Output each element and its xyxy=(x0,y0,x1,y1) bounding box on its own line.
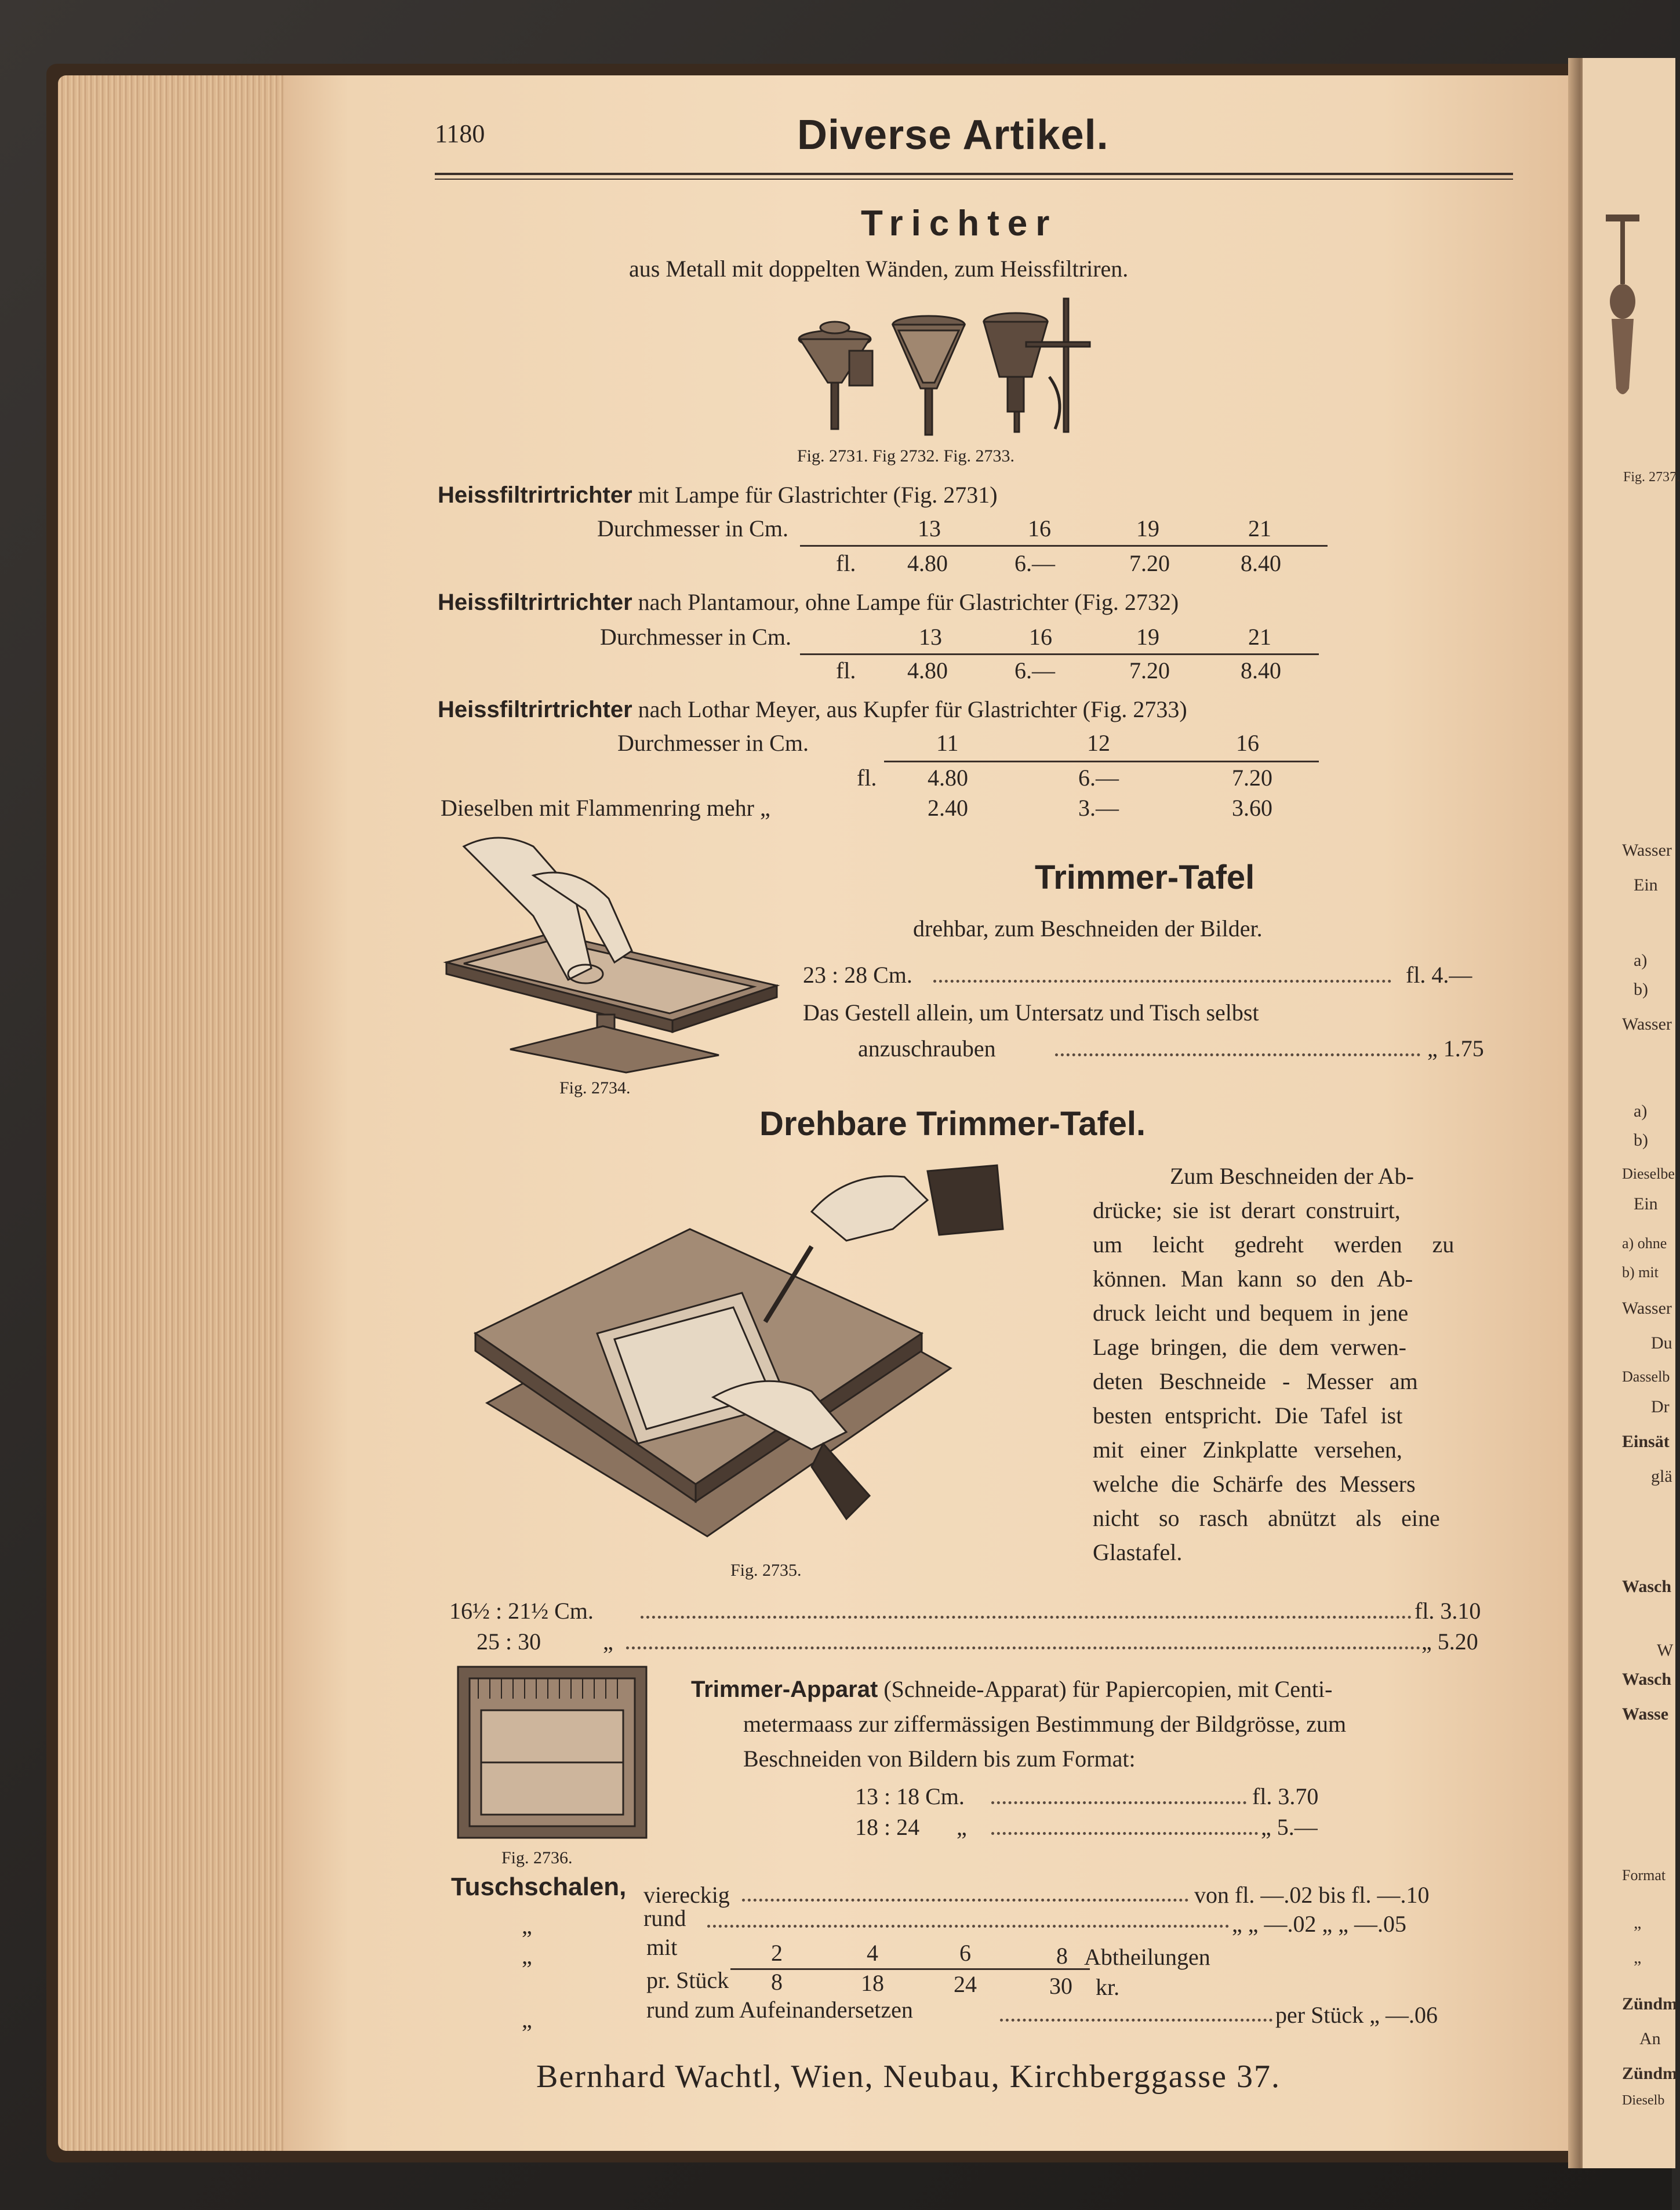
trimmer-tafel-illustration xyxy=(441,829,788,1073)
right-fragment: W xyxy=(1657,1641,1674,1660)
trimmer-tafel-subtitle: drehbar, zum Beschneiden der Bilder. xyxy=(913,915,1263,942)
item1-size: 19 xyxy=(1136,515,1159,541)
item2-desc: nach Plantamour, ohne Lampe für Glastrichter (Fig. 2732) xyxy=(638,589,1179,615)
fig-2737-caption: Fig. 2737. xyxy=(1623,470,1680,485)
item2-name: Heissfiltrirtrichter xyxy=(438,590,632,615)
tusch-compartment-price: 18 xyxy=(861,1970,884,1996)
leader-dots xyxy=(626,1646,1420,1649)
page-title: Diverse Artikel. xyxy=(797,112,1109,158)
right-fragment: b) xyxy=(1634,980,1648,999)
right-fragment: Zündm xyxy=(1622,2064,1678,2083)
right-fragment: a) xyxy=(1634,951,1648,970)
right-fragment: Wasser xyxy=(1622,841,1672,860)
item2-rule xyxy=(800,653,1319,655)
drehbare-desc-line: mit einer Zinkplatte versehen, xyxy=(1093,1437,1402,1463)
leader-dots xyxy=(742,1899,1188,1902)
item1-rule xyxy=(800,545,1328,547)
trimmer-tafel-title: Trimmer-Tafel xyxy=(1035,859,1255,896)
item1-name: Heissfiltrirtrichter xyxy=(438,482,632,508)
item1-row-label: Durchmesser in Cm. xyxy=(597,515,788,541)
leader-dots xyxy=(933,980,1391,983)
tusch-row4-label: rund zum Aufeinandersetzen xyxy=(646,1997,913,2023)
item3-size: 11 xyxy=(936,730,959,756)
leader-dots xyxy=(1055,1053,1420,1056)
item3-price: 6.— xyxy=(1078,765,1119,791)
trichter-figure-caption: Fig. 2731. Fig 2732. Fig. 2733. xyxy=(797,446,1015,466)
right-fragment: Wasch xyxy=(1622,1577,1672,1596)
item3-size: 16 xyxy=(1236,730,1259,756)
item3-price-label: fl. xyxy=(857,765,877,791)
right-fragment: Wasch xyxy=(1622,1670,1672,1689)
right-fragment: Dasselb xyxy=(1622,1368,1670,1385)
drehbare-desc-line: welche die Schärfe des Messers xyxy=(1093,1471,1416,1497)
leader-dots xyxy=(991,1801,1246,1804)
drehbare-title: Drehbare Trimmer-Tafel. xyxy=(759,1105,1146,1143)
item3-price: 4.80 xyxy=(928,765,968,791)
right-fragment: Wasser xyxy=(1622,1015,1672,1034)
item3-row-label: Durchmesser in Cm. xyxy=(617,730,809,756)
funnel-illustrations xyxy=(794,296,1119,441)
item2-line xyxy=(438,588,1179,616)
footer-imprint: Bernhard Wachtl, Wien, Neubau, Kirchberggasse 37. xyxy=(536,2059,1281,2095)
trichter-subtitle: aus Metall mit doppelten Wänden, zum Heissfiltriren. xyxy=(629,256,1129,282)
right-fragment: b) mit xyxy=(1622,1264,1659,1281)
tusch-row4-price: per Stück „ —.06 xyxy=(1275,2002,1438,2028)
drehbare-desc-line: Lage bringen, die dem verwen- xyxy=(1093,1334,1406,1360)
item1-price-label: fl. xyxy=(836,550,856,576)
apparat-name: Trimmer-Apparat xyxy=(691,1677,878,1702)
tusch-row2-label: rund xyxy=(643,1905,686,1931)
drehbare-desc-line: können. Man kann so den Ab- xyxy=(1093,1266,1413,1292)
item3-size: 12 xyxy=(1087,730,1110,756)
tuschschalen-name: Tuschschalen, xyxy=(451,1873,627,1901)
drehbare-illustration xyxy=(441,1159,1061,1536)
right-fragment: Format xyxy=(1622,1867,1666,1884)
drehbare-desc-line: besten entspricht. Die Tafel ist xyxy=(1093,1402,1403,1428)
drehbare-desc-line: druck leicht und bequem in jene xyxy=(1093,1300,1409,1326)
tusch-row3-mark: „ xyxy=(522,1943,532,1969)
tusch-compartment: 2 xyxy=(771,1940,783,1966)
tusch-compartment-price: 8 xyxy=(771,1969,783,1995)
right-fragment: An xyxy=(1639,2029,1661,2048)
leader-dots xyxy=(641,1616,1412,1619)
drehbare-desc-line: Zum Beschneiden der Ab- xyxy=(1170,1163,1414,1189)
tusch-row3-label: mit xyxy=(646,1934,678,1960)
drehbare-desc-line: Glastafel. xyxy=(1093,1539,1183,1565)
right-fragment: Zündm xyxy=(1622,1994,1678,2013)
apparat-row1-price: fl. 3.70 xyxy=(1252,1783,1319,1809)
item3-extra-price: 3.— xyxy=(1078,795,1119,821)
item1-price: 8.40 xyxy=(1241,550,1281,576)
apparat-row2-mark: „ xyxy=(957,1814,967,1840)
tusch-row2-mark: „ xyxy=(522,1913,532,1939)
tusch-price-label: pr. Stück xyxy=(646,1967,729,1993)
drehbare-size2: 25 : 30 xyxy=(477,1629,541,1655)
drehbare-desc-line: nicht so rasch abnützt als eine xyxy=(1093,1505,1440,1531)
item1-size: 16 xyxy=(1028,515,1051,541)
tusch-compartment: 6 xyxy=(959,1940,971,1966)
item2-size: 13 xyxy=(919,624,942,650)
item3-rule xyxy=(884,761,1319,762)
item3-desc: nach Lothar Meyer, aus Kupfer für Glastrichter (Fig. 2733) xyxy=(638,696,1187,722)
tusch-row4-mark: „ xyxy=(522,2007,532,2033)
apparat-desc: (Schneide-Apparat) für Papiercopien, mit Centi- xyxy=(883,1676,1333,1702)
trimmer-tafel-line1-label: 23 : 28 Cm. xyxy=(803,962,912,988)
adjacent-page xyxy=(1583,58,1680,2168)
item1-line xyxy=(438,481,998,508)
item2-row-label: Durchmesser in Cm. xyxy=(600,624,791,650)
leader-dots xyxy=(1000,2019,1272,2022)
drehbare-desc-line: deten Beschneide - Messer am xyxy=(1093,1368,1418,1394)
item1-size: 13 xyxy=(918,515,941,541)
item1-price: 7.20 xyxy=(1129,550,1170,576)
trimmer-tafel-line3-label: anzuschrauben xyxy=(858,1035,996,1062)
header-rule-thin xyxy=(435,179,1513,180)
right-fragment: Dieselbe xyxy=(1622,1165,1675,1182)
trimmer-tafel-line1-price: fl. 4.— xyxy=(1406,962,1472,988)
item3-extra-price: 3.60 xyxy=(1232,795,1272,821)
tusch-row1-price: von fl. —.02 bis fl. —.10 xyxy=(1194,1882,1430,1908)
drehbare-desc-line: um leicht gedreht werden zu xyxy=(1093,1231,1454,1257)
tusch-row1-label: viereckig xyxy=(643,1882,730,1908)
trimmer-apparat-illustration xyxy=(455,1664,652,1844)
tusch-compartment-price: 24 xyxy=(954,1971,977,1997)
apparat-row2-label: 18 : 24 xyxy=(855,1814,920,1840)
item2-price: 4.80 xyxy=(907,657,948,684)
item1-size: 21 xyxy=(1248,515,1271,541)
tusch-price-unit: kr. xyxy=(1096,1974,1120,2000)
trimmer-apparat-figure-caption: Fig. 2736. xyxy=(501,1848,573,1867)
apparat-line1 xyxy=(691,1675,1333,1703)
apparat-desc-line: metermaass zur ziffermässigen Bestimmung der Bildgrösse, zum xyxy=(743,1711,1347,1737)
tusch-compartments-unit: Abtheilungen xyxy=(1084,1944,1210,1970)
trichter-title: Trichter xyxy=(861,203,1058,243)
right-fragment: glä xyxy=(1651,1467,1672,1486)
header-rule xyxy=(435,173,1513,175)
item3-extra-label: Dieselben mit Flammenring mehr „ xyxy=(441,795,770,821)
drehbare-desc-line: drücke; sie ist derart construirt, xyxy=(1093,1197,1401,1223)
tusch-compartment: 4 xyxy=(867,1940,878,1966)
apparat-row1-label: 13 : 18 Cm. xyxy=(855,1783,965,1809)
apparat-desc-line: Beschneiden von Bildern bis zum Format: xyxy=(743,1746,1136,1772)
item3-name: Heissfiltrirtrichter xyxy=(438,697,632,722)
right-fragment: Ein xyxy=(1634,875,1658,895)
item2-price: 8.40 xyxy=(1241,657,1281,684)
item2-size: 16 xyxy=(1029,624,1052,650)
item1-price: 6.— xyxy=(1014,550,1055,576)
right-fragment: Ein xyxy=(1634,1194,1658,1213)
drehbare-price1: fl. 3.10 xyxy=(1414,1598,1481,1624)
right-fragment: Dr xyxy=(1651,1397,1670,1416)
right-fragment: Wasse xyxy=(1622,1704,1669,1724)
page-number: 1180 xyxy=(435,119,485,148)
fig-2737-illustration xyxy=(1600,215,1646,406)
item2-price-label: fl. xyxy=(836,657,856,684)
item3-line xyxy=(438,696,1187,723)
item2-price: 6.— xyxy=(1014,657,1055,684)
page-edges xyxy=(58,75,301,2151)
item2-price: 7.20 xyxy=(1129,657,1170,684)
right-fragment: „ xyxy=(1634,1913,1642,1932)
leader-dots xyxy=(707,1925,1229,1928)
drehbare-figure-caption: Fig. 2735. xyxy=(730,1561,802,1580)
item3-extra-price: 2.40 xyxy=(928,795,968,821)
item1-desc: mit Lampe für Glastrichter (Fig. 2731) xyxy=(638,482,998,508)
right-fragment: a) ohne xyxy=(1622,1235,1667,1252)
item2-size: 19 xyxy=(1136,624,1159,650)
right-fragment: „ xyxy=(1634,1948,1642,1967)
tusch-compartment: 8 xyxy=(1056,1943,1068,1969)
apparat-row2-price: „ 5.— xyxy=(1261,1814,1318,1840)
item3-price: 7.20 xyxy=(1232,765,1272,791)
drehbare-price2: „ 5.20 xyxy=(1421,1629,1478,1655)
tusch-row2-price: „ „ —.02 „ „ —.05 xyxy=(1232,1911,1407,1937)
tusch-compartment-price: 30 xyxy=(1049,1973,1072,1999)
item1-price: 4.80 xyxy=(907,550,948,576)
right-fragment: b) xyxy=(1634,1131,1648,1150)
right-fragment: Wasser xyxy=(1622,1299,1672,1318)
drehbare-size1: 16½ : 21½ Cm. xyxy=(449,1598,594,1624)
right-fragment: Du xyxy=(1651,1333,1672,1353)
trimmer-tafel-line2: Das Gestell allein, um Untersatz und Tisch selbst xyxy=(803,999,1259,1026)
right-fragment: a) xyxy=(1634,1102,1648,1121)
drehbare-size2-mark: „ xyxy=(603,1629,613,1655)
trimmer-tafel-line3-price: „ 1.75 xyxy=(1427,1035,1484,1062)
item2-size: 21 xyxy=(1248,624,1271,650)
tusch-rule xyxy=(730,1968,1090,1970)
leader-dots xyxy=(991,1832,1258,1835)
right-fragment: Einsät xyxy=(1622,1432,1670,1451)
right-fragment: Dieselb xyxy=(1622,2093,1665,2108)
trimmer-tafel-figure-caption: Fig. 2734. xyxy=(559,1078,631,1097)
